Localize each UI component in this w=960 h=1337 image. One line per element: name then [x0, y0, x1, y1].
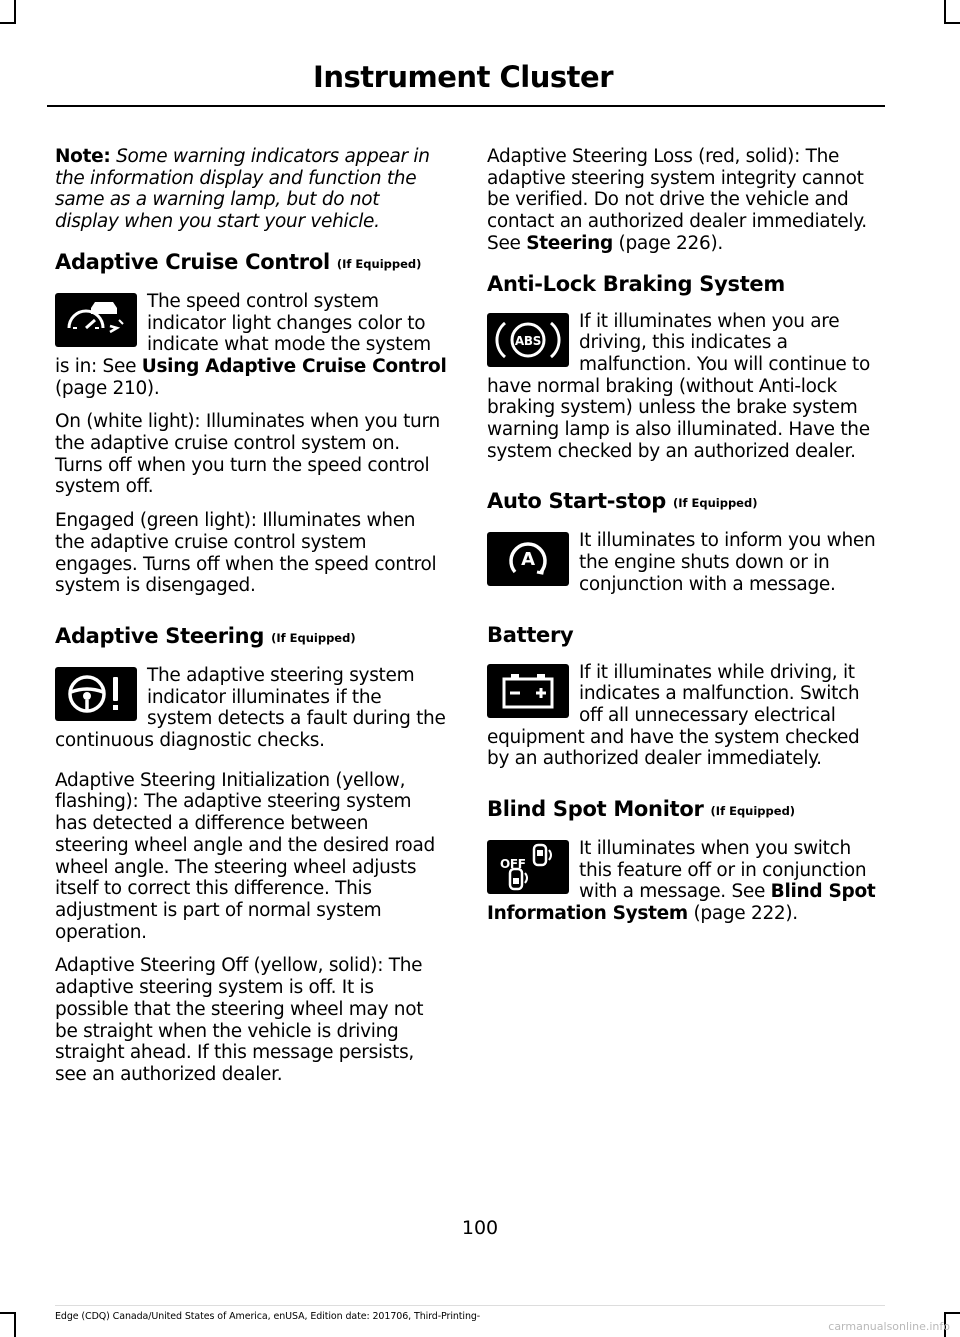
acc-heading [55, 249, 447, 277]
autostop-if-equipped: (If Equipped) [672, 496, 758, 511]
blindspot-icon-text: OFF [500, 857, 526, 872]
right-column [487, 146, 879, 937]
page-number: 100 [461, 1217, 499, 1239]
footer-divider [55, 1305, 885, 1306]
crop-mark [944, 22, 960, 24]
page-title: Instrument Cluster [313, 60, 613, 94]
steering-description [55, 665, 447, 752]
blindspot-desc-text: It illuminates when you switch this feature off or in conjunction with a message. See [579, 838, 867, 903]
blindspot-description [487, 838, 879, 925]
autostop-description [487, 530, 879, 595]
abs-icon [487, 313, 569, 367]
blindspot-desc-page: (page 222). [693, 903, 798, 925]
blindspot-crossref-link[interactable]: Blind Spot Information System [487, 881, 876, 925]
steering-init-text: Adaptive Steering Initialization (yellow, flashing): The adaptive steering system has detected a difference between steering wheel angle and the desired road wheel angle. The steering wheel adjusts itself to correct this difference. This adjustment is part of normal system operation. [55, 769, 435, 943]
adaptive-cruise-icon [55, 293, 137, 347]
acc-if-equipped: (If Equipped) [336, 256, 422, 271]
acc-desc-text: The speed control system indicator light changes color to indicate what mode the system is in: See [55, 290, 431, 377]
note-label: Note: [55, 146, 111, 167]
acc-description [55, 291, 447, 400]
blind-spot-off-icon [487, 840, 569, 894]
steering-loss-paragraph [487, 146, 879, 255]
abs-description [487, 311, 879, 463]
steering-if-equipped: (If Equipped) [271, 630, 356, 645]
acc-desc-page: (page 210). [55, 377, 160, 399]
steering-loss-page: (page 226). [618, 232, 723, 254]
left-column [55, 146, 447, 1098]
blindspot-if-equipped: (If Equipped) [710, 804, 796, 819]
note-text: Some warning indicators appear in the information display and function the same as a warning lamp, but do not display when you start your vehicle. [55, 146, 430, 233]
abs-desc-text: If it illuminates when you are driving, this indicates a malfunction. You will continue to have normal braking (without Anti-lock braking system) unless the brake system warning lamp is also illuminated. Have the system checked by an authorized dealer. [487, 310, 871, 462]
header-divider [47, 105, 885, 107]
crop-mark [944, 1312, 960, 1314]
battery-description [487, 662, 879, 771]
note-paragraph [55, 146, 447, 233]
auto-start-stop-icon [487, 532, 569, 586]
abs-heading: Anti-Lock Braking System [487, 271, 785, 296]
steering-heading-text: Adaptive Steering [55, 623, 265, 648]
acc-heading-text: Adaptive Cruise Control [55, 249, 330, 274]
autostop-icon-text: A [521, 549, 535, 571]
crop-mark [0, 22, 16, 24]
crop-mark [14, 0, 16, 24]
crop-mark [944, 0, 946, 24]
steering-warning-icon [55, 667, 137, 721]
blindspot-heading-text: Blind Spot Monitor [487, 797, 704, 822]
autostop-heading-text: Auto Start-stop [487, 489, 666, 514]
acc-on-text: On (white light): Illuminates when you turn the adaptive cruise control system on. Turns off when you turn the speed control system off. [55, 411, 440, 498]
abs-icon-text: ABS [514, 333, 542, 348]
steering-off-text: Adaptive Steering Off (yellow, solid): The adaptive steering system is off. It is possible that the steering wheel may not be straight when the vehicle is driving straight ahead. If this message persists, see an authorized dealer. [55, 955, 424, 1085]
battery-icon [487, 664, 569, 718]
steering-crossref-link[interactable]: Steering [526, 232, 613, 254]
footer-edition-text: Edge (CDQ) Canada/United States of America, enUSA, Edition date: 201706, Third-Printing- [55, 1311, 481, 1322]
watermark: carmanualsonline.info [828, 1320, 950, 1333]
battery-desc-text: If it illuminates while driving, it indicates a malfunction. Switch off all unnecessary electrical equipment and have the system checked by an authorized dealer immediately. [487, 661, 860, 770]
steering-heading [55, 623, 447, 651]
blindspot-heading [487, 796, 879, 824]
steering-loss-text: Adaptive Steering Loss (red, solid): The adaptive steering system integrity cannot be verified. Do not drive the vehicle and contact an authorized dealer immediately. See [487, 146, 867, 254]
autostop-heading [487, 488, 879, 516]
acc-engaged-text: Engaged (green light): Illuminates when the adaptive cruise control system engages. Turns off when the speed control system is disengaged. [55, 510, 437, 597]
crop-mark [0, 1312, 16, 1314]
steering-desc-text: The adaptive steering system indicator illuminates if the system detects a fault during the continuous diagnostic checks. [55, 664, 446, 752]
autostop-desc-text: It illuminates to inform you when the engine shuts down or in conjunction with a message. [579, 530, 876, 595]
battery-heading: Battery [487, 622, 574, 647]
crop-mark [14, 1312, 16, 1337]
acc-crossref-link[interactable]: Using Adaptive Cruise Control [141, 355, 447, 377]
